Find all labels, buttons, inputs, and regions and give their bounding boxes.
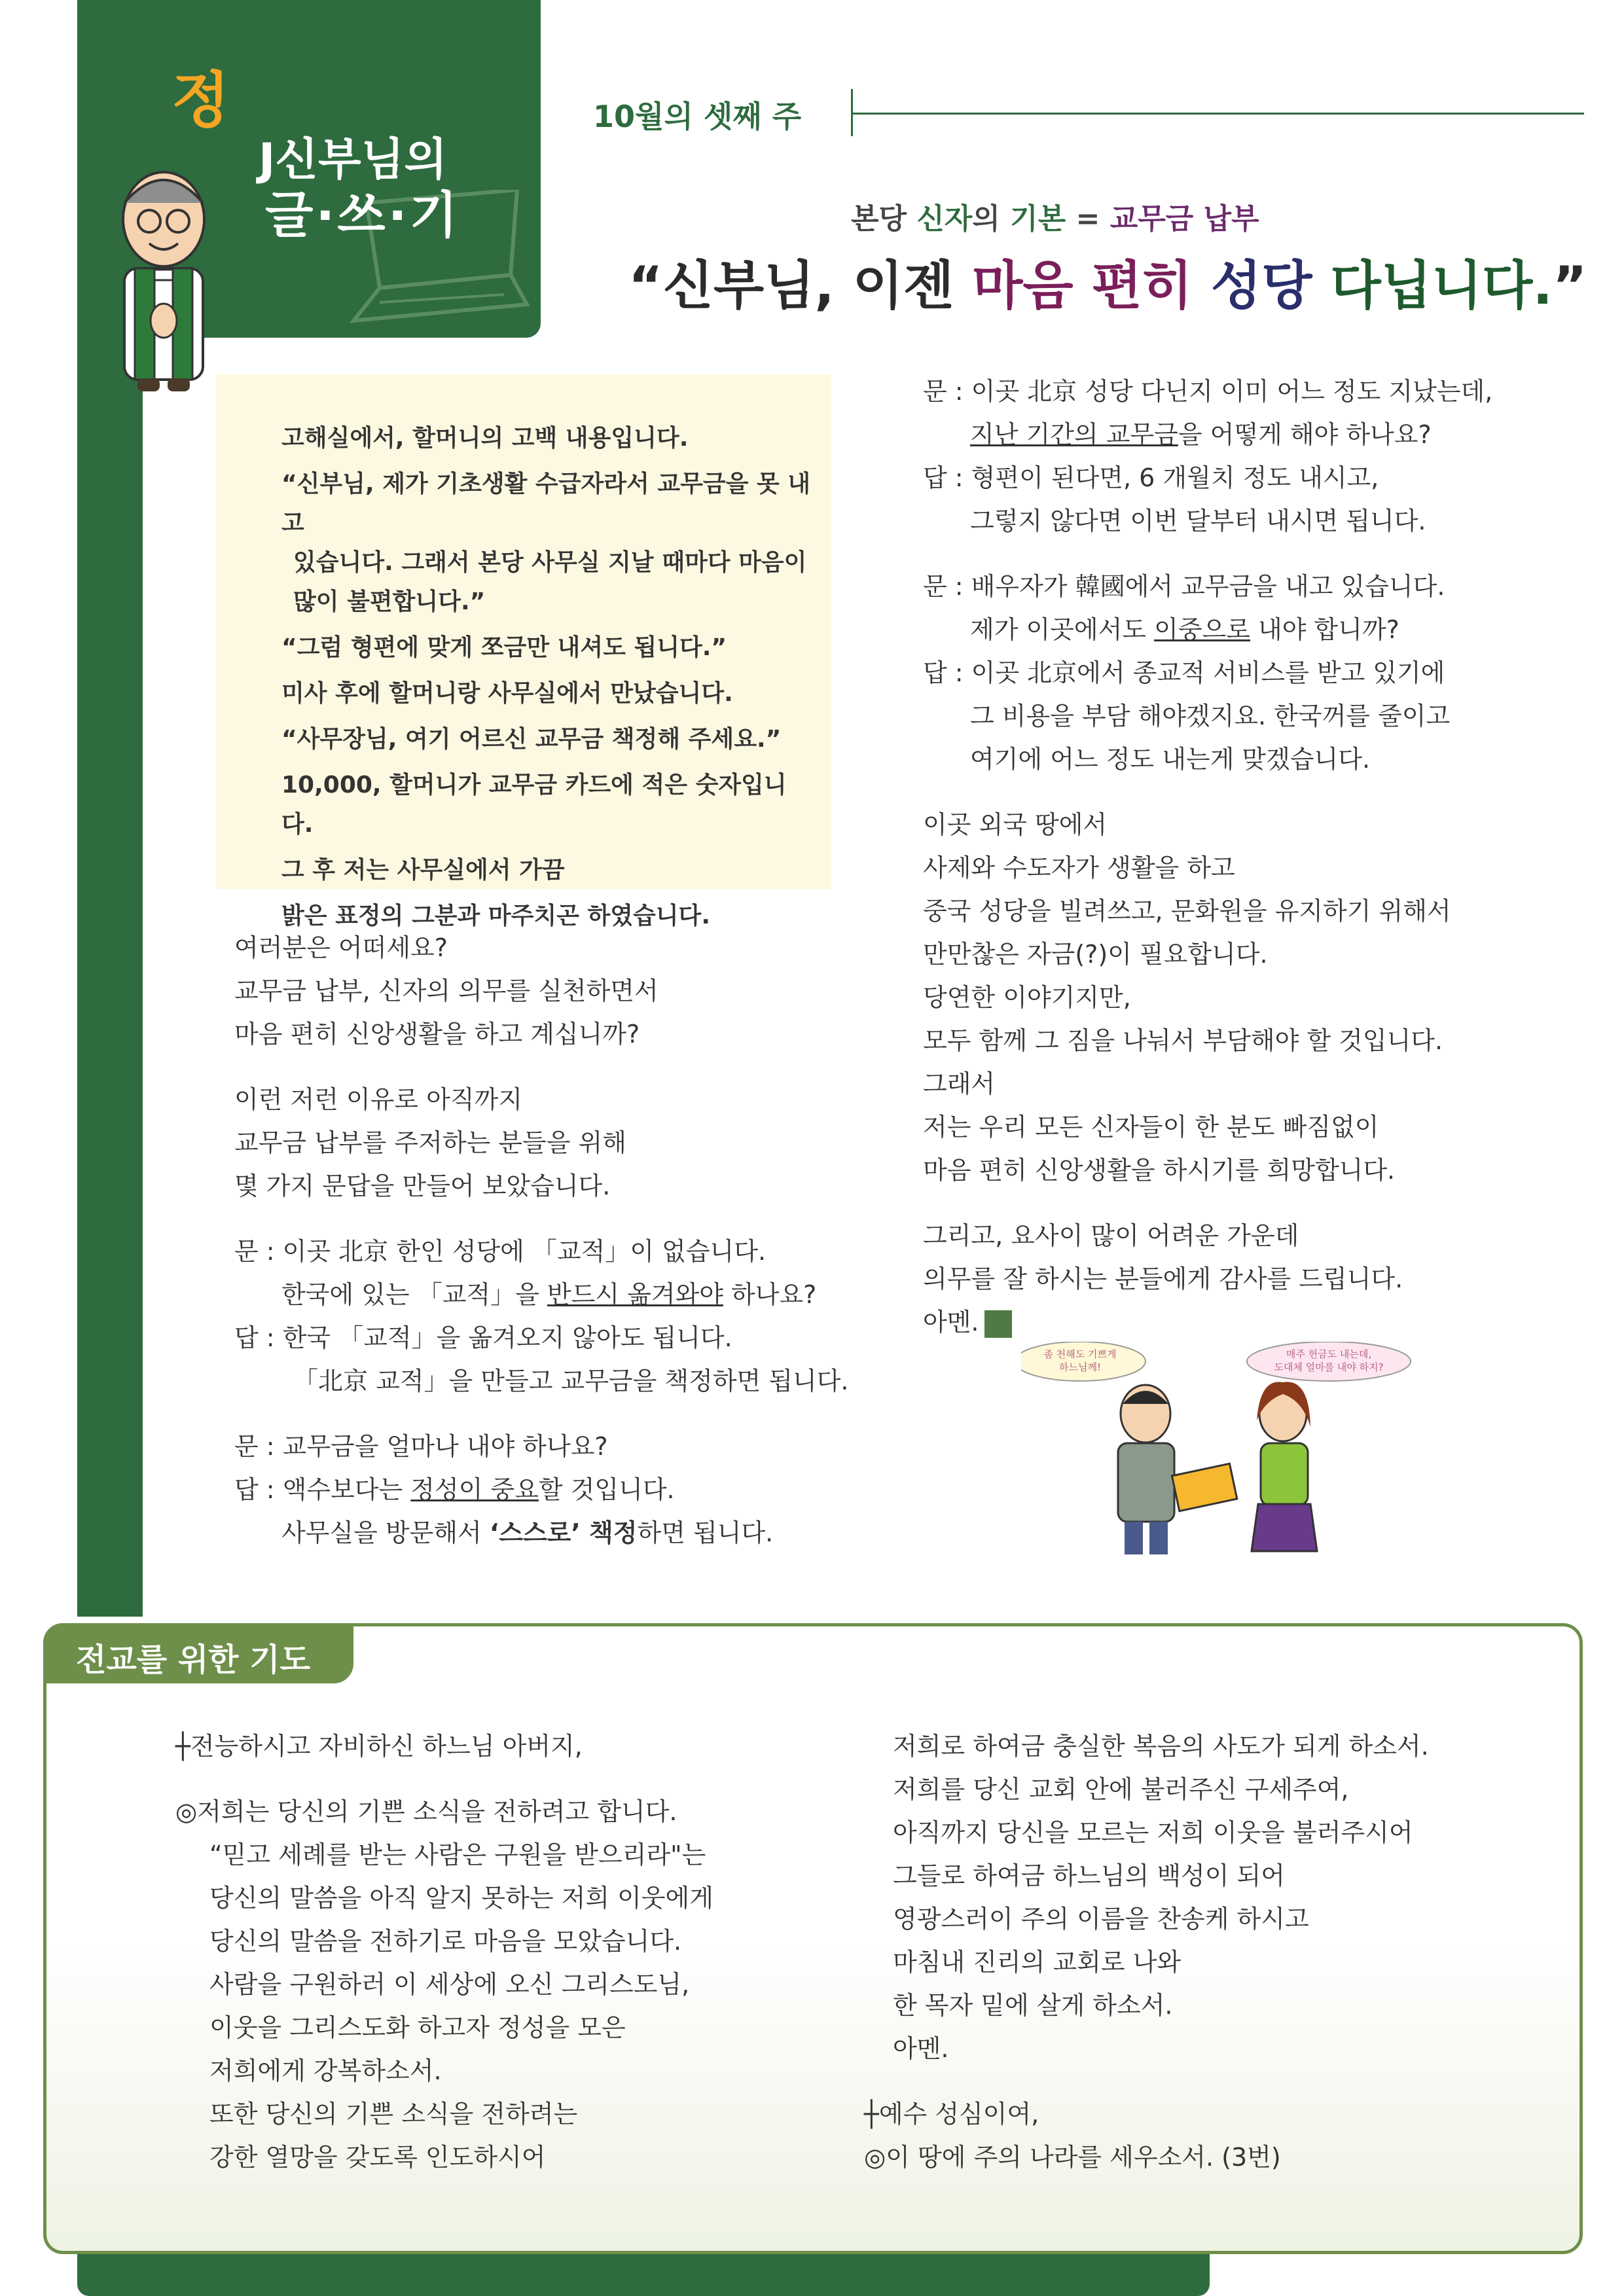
qa1-answer: 답 : 한국 「교적」을 옮겨오지 않아도 됩니다. — [234, 1323, 732, 1352]
logo-title-line1: J신부님의 — [259, 134, 448, 186]
subtitle: 본당 신자의 기본 = 교무금 납부 — [851, 202, 1259, 236]
speech-bubble-left-line1: 좀 천해도 기쁘게 — [1043, 1348, 1117, 1360]
qa1-question: 문 : 이곳 北京 한인 성당에 「교적」이 없습니다. — [234, 1237, 767, 1266]
qa2-question: 문 : 교무금을 얼마나 내야 하나요? — [234, 1432, 608, 1461]
right-column: 문 : 이곳 北京 성당 다닌지 이미 어느 정도 지났는데, 지난 기간의 교무금을 어떻게 해야 하나요? 답 : 형편이 된다면, 6 개월치 정도 내시고, 그렇지 않다면 이번 달부터 내시면 됩니다. 문 : 배우자가 韓國에서 교무금을 내고 있습니다. 제가 이곳에서도 이중으로 내야 합니까? 답 : 이곳 北京에서 종교적 서비스를 받고 있기에 그 비용을 부담 해야겠지요. 한국꺼를 줄이고 여기에 어느 정도 내는게 맞겠습니다. 이곳 외국 땅에서 사제와 수도자가 생활을 하고 중국 성당을 빌려쓰고, 문화원을 유지하기 위해서 만만찮은 자금(?)이 필요합니다. 당연한 이야기지만, 모두 함께 그 짐을 나눠서 부담해야 할 것입니다. 그래서 저는 우리 모든 신자들이 한 분도 빠짐없이 마음 편히 신앙생활을 하시기를 희망합니다. 그리고, 요사이 많이 어려운 가운데 의무를 잘 하시는 분들에게 감사를 드립니다. 아멘. — [923, 370, 1578, 1344]
double-circle-icon: ◎ — [175, 1797, 198, 1826]
prayer-right-column: 저희로 하여금 충실한 복음의 사도가 되게 하소서. 저희를 당신 교회 안에 불러주신 구세주여, 아직까지 당신을 모르는 저희 이웃을 불러주시어 그들로 하여금 하느님의 백성이 되어 영광스러이 주의 이름을 찬송케 하시고 마침내 진리의 교회로 나와 한 목자 밑에 살게 하소서. 아멘. ┼예수 성심이여, ◎이 땅에 주의 나라를 세우소서. (3번) — [864, 1732, 1429, 2172]
cross-icon: ┼ — [175, 1732, 190, 1761]
header-rule-horizontal — [851, 113, 1584, 115]
prayer-left-column: ┼전능하시고 자비하신 하느님 아버지, ◎저희는 당신의 기쁜 소식을 전하려고 합니다. “믿고 세례를 받는 사람은 구원을 받으리라"는 당신의 말씀을 아직 알지 못하는 저희 이웃에게 당신의 말씀을 전하기로 마음을 모았습니다. 사람을 구원하러 이 세상에 오신 그리스도님, 이웃을 그리스도화 하고자 정성을 모은 저희에게 강복하소서. 또한 당신의 기쁜 소식을 전하려는 강한 열망을 갖도록 인도하시어 — [175, 1732, 713, 2172]
qa4-answer: 답 : 이곳 北京에서 종교적 서비스를 받고 있기에 — [923, 658, 1445, 687]
logo-jeong: 정 — [171, 65, 230, 135]
headline: “신부님, 이젠 마음 편히 성당 다닙니다.” — [628, 255, 1587, 316]
qa2-answer: 답 : 액수보다는 정성이 중요할 것입니다. — [234, 1475, 675, 1504]
qa3-answer: 답 : 형편이 된다면, 6 개월치 정도 내시고, — [923, 463, 1379, 492]
logo-title-line2: 글·쓰·기 — [265, 186, 460, 244]
left-column: 여러분은 어떠세요? 교무금 납부, 신자의 의무를 실천하면서 마음 편히 신앙생활을 하고 계십니까? 이런 저런 이유로 아직까지 교무금 납부를 주저하는 분들을 위해 몇 가지 문답을 만들어 보았습니다. 문 : 이곳 北京 한인 성당에 「교적」이 없습니다. 한국에 있는 「교적」을 반드시 옮겨와야 하나요? 답 : 한국 「교적」을 옮겨오지 않아도 됩니다. 「北京 교적」을 만들고 교무금을 책정하면 됩니다. 문 : 교무금을 얼마나 내야 하나요? 답 : 액수보다는 정성이 중요할 것입니다. 사무실을 방문해서 ‘스스로’ 책정하면 됩니다. — [234, 926, 889, 1554]
story-text: 고해실에서, 할머니의 고백 내용입니다. “신부님, 제가 기초생활 수급자라서 교무금을 못 내고 있습니다. 그래서 본당 사무실 지날 때마다 마음이 많이 불편합니다.” “그럼 형편에 맞게 쪼금만 내셔도 됩니다.” 미사 후에 할머니랑 사무실에서 만났습니다. “사무장님, 여기 어르신 교무금 책정해 주세요.” 10,000, 할머니가 교무금 카드에 적은 숫자입니다. 그 후 저는 사무실에서 가끔 밝은 표정의 그분과 마주치곤 하였습니다. — [281, 425, 811, 929]
priest-illustration — [98, 157, 229, 399]
week-label: 10월의 셋째 주 — [593, 99, 802, 134]
green-bottom-bar — [77, 2251, 1210, 2296]
double-circle-icon: ◎ — [864, 2143, 886, 2172]
qa4-question: 문 : 배우자가 韓國에서 교무금을 내고 있습니다. — [923, 572, 1445, 601]
speech-bubble-left-line2: 하느님께! — [1059, 1361, 1101, 1373]
cross-icon: ┼ — [864, 2100, 879, 2128]
prayer-title: 전교를 위한 기도 — [76, 1641, 310, 1678]
qa3-question: 문 : 이곳 北京 성당 다닌지 이미 어느 정도 지났는데, — [923, 377, 1493, 406]
speech-bubble-right-line2: 도대체 얼마를 내야 하지? — [1274, 1361, 1384, 1373]
couple-illustration — [1021, 1342, 1414, 1564]
seal-stamp-icon — [984, 1310, 1012, 1338]
speech-bubble-right-line1: 매주 헌금도 내는데, — [1286, 1348, 1372, 1360]
